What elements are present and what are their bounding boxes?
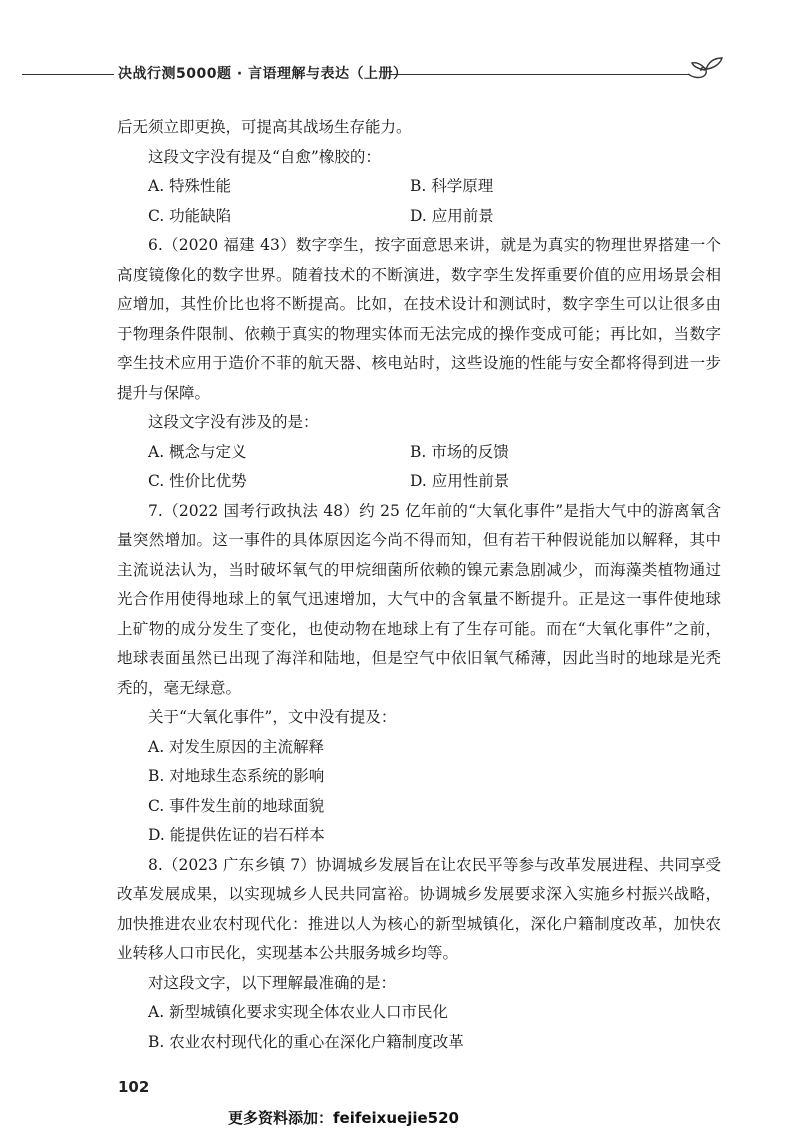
q8-option-b: B. 农业农村现代化的重心在深化户籍制度改革 [148,1032,464,1051]
q5-option-c: C. 功能缺陷 [148,206,232,225]
q6-option-c: C. 性价比优势 [148,472,247,490]
q5-option-a: A. 特殊性能 [148,177,232,195]
header-rule-left [22,74,114,75]
q5-passage-tail: 后无须立即更换，可提高其战场生存能力。 [117,118,412,136]
q8-passage: 8.（2023 广东乡镇 7）协调城乡发展旨在让农民平等参与改革发展进程、共同享受改革发展成果，以实现城乡人民共同富裕。协调城乡发展要求深入实施乡村振兴战略，加快推进农业农村现代化：推进以人为核心的新型城镇化，深化户籍制度改革，加快农业转移人口市民化，实现基本公共服务城乡均等。 [117,855,721,962]
running-header [0,58,800,88]
q6-question: 这段文字没有涉及的是： [148,413,319,431]
footer-note: 更多资料添加：feifeixuejie520 [228,1109,459,1127]
q7-option-b: B. 对地球生态系统的影响 [148,767,325,785]
q7-option-d: D. 能提供佐证的岩石样本 [148,826,325,844]
q5-option-b: B. 科学原理 [410,177,494,195]
q6-option-d: D. 应用性前景 [410,472,510,490]
q6-passage: 6.（2020 福建 43）数字孪生，按字面意思来讲，就是为真实的物理世界搭建一个高度镜像化的数字世界。随着技术的不断演进，数字孪生发挥重要价值的应用场景会相应增加，其性价比也将不断提高。比如，在技术设计和测试时，数字孪生可以让很多由于物理条件限制、依赖于真实的物理实体而无法完成的操作变成可能；再比如，当数字孪生技术应用于造价不菲的航天器、核电站时，这些设施的性能与安全都将得到进一步提升与保障。 [117,236,721,402]
q8-option-a: A. 新型城镇化要求实现全体农业人口市民化 [148,1003,449,1021]
q6-option-b: B. 市场的反馈 [410,442,509,461]
header-rule-right [390,74,690,75]
q7-option-a: A. 对发生原因的主流解释 [148,737,325,756]
q8-question: 对这段文字，以下理解最准确的是： [148,973,397,992]
q5-question: 这段文字没有提及“自愈”橡胶的： [148,147,381,166]
q6-options-row-2 [117,467,721,497]
q5-option-d: D. 应用前景 [410,206,494,225]
q6-option-a: A. 概念与定义 [148,442,247,461]
q7-option-c: C. 事件发生前的地球面貌 [148,796,325,815]
page-number: 102 [118,1078,150,1096]
header-title: 决战行测5000题 · 言语理解与表达（上册） [118,66,408,82]
sprout-icon [686,50,726,84]
q6-options-row-1 [117,438,721,468]
q7-passage: 7.（2022 国考行政执法 48）约 25 亿年前的“大氧化事件”是指大气中的游离氧含量突然增加。这一事件的具体原因迄今尚不得而知，但有若干种假说能加以解释，其中主流说法认为，当时破坏氧气的甲烷细菌所依赖的镍元素急剧减少，而海藻类植物通过光合作用使得地球上的氧气迅速增加，大气中的含氧量不断提升。正是这一事件使地球上矿物的成分发生了变化，也使动物在地球上有了生存可能。而在“大氧化事件”之前，地球表面虽然已出现了海洋和陆地，但是空气中依旧氧气稀薄，因此当时的地球是光秃秃的，毫无绿意。 [117,501,721,697]
q7-question: 关于“大氧化事件”，文中没有提及： [148,708,397,726]
page-body [117,113,721,1057]
q5-options-row-2 [117,202,721,232]
q5-options-row-1 [117,172,721,202]
